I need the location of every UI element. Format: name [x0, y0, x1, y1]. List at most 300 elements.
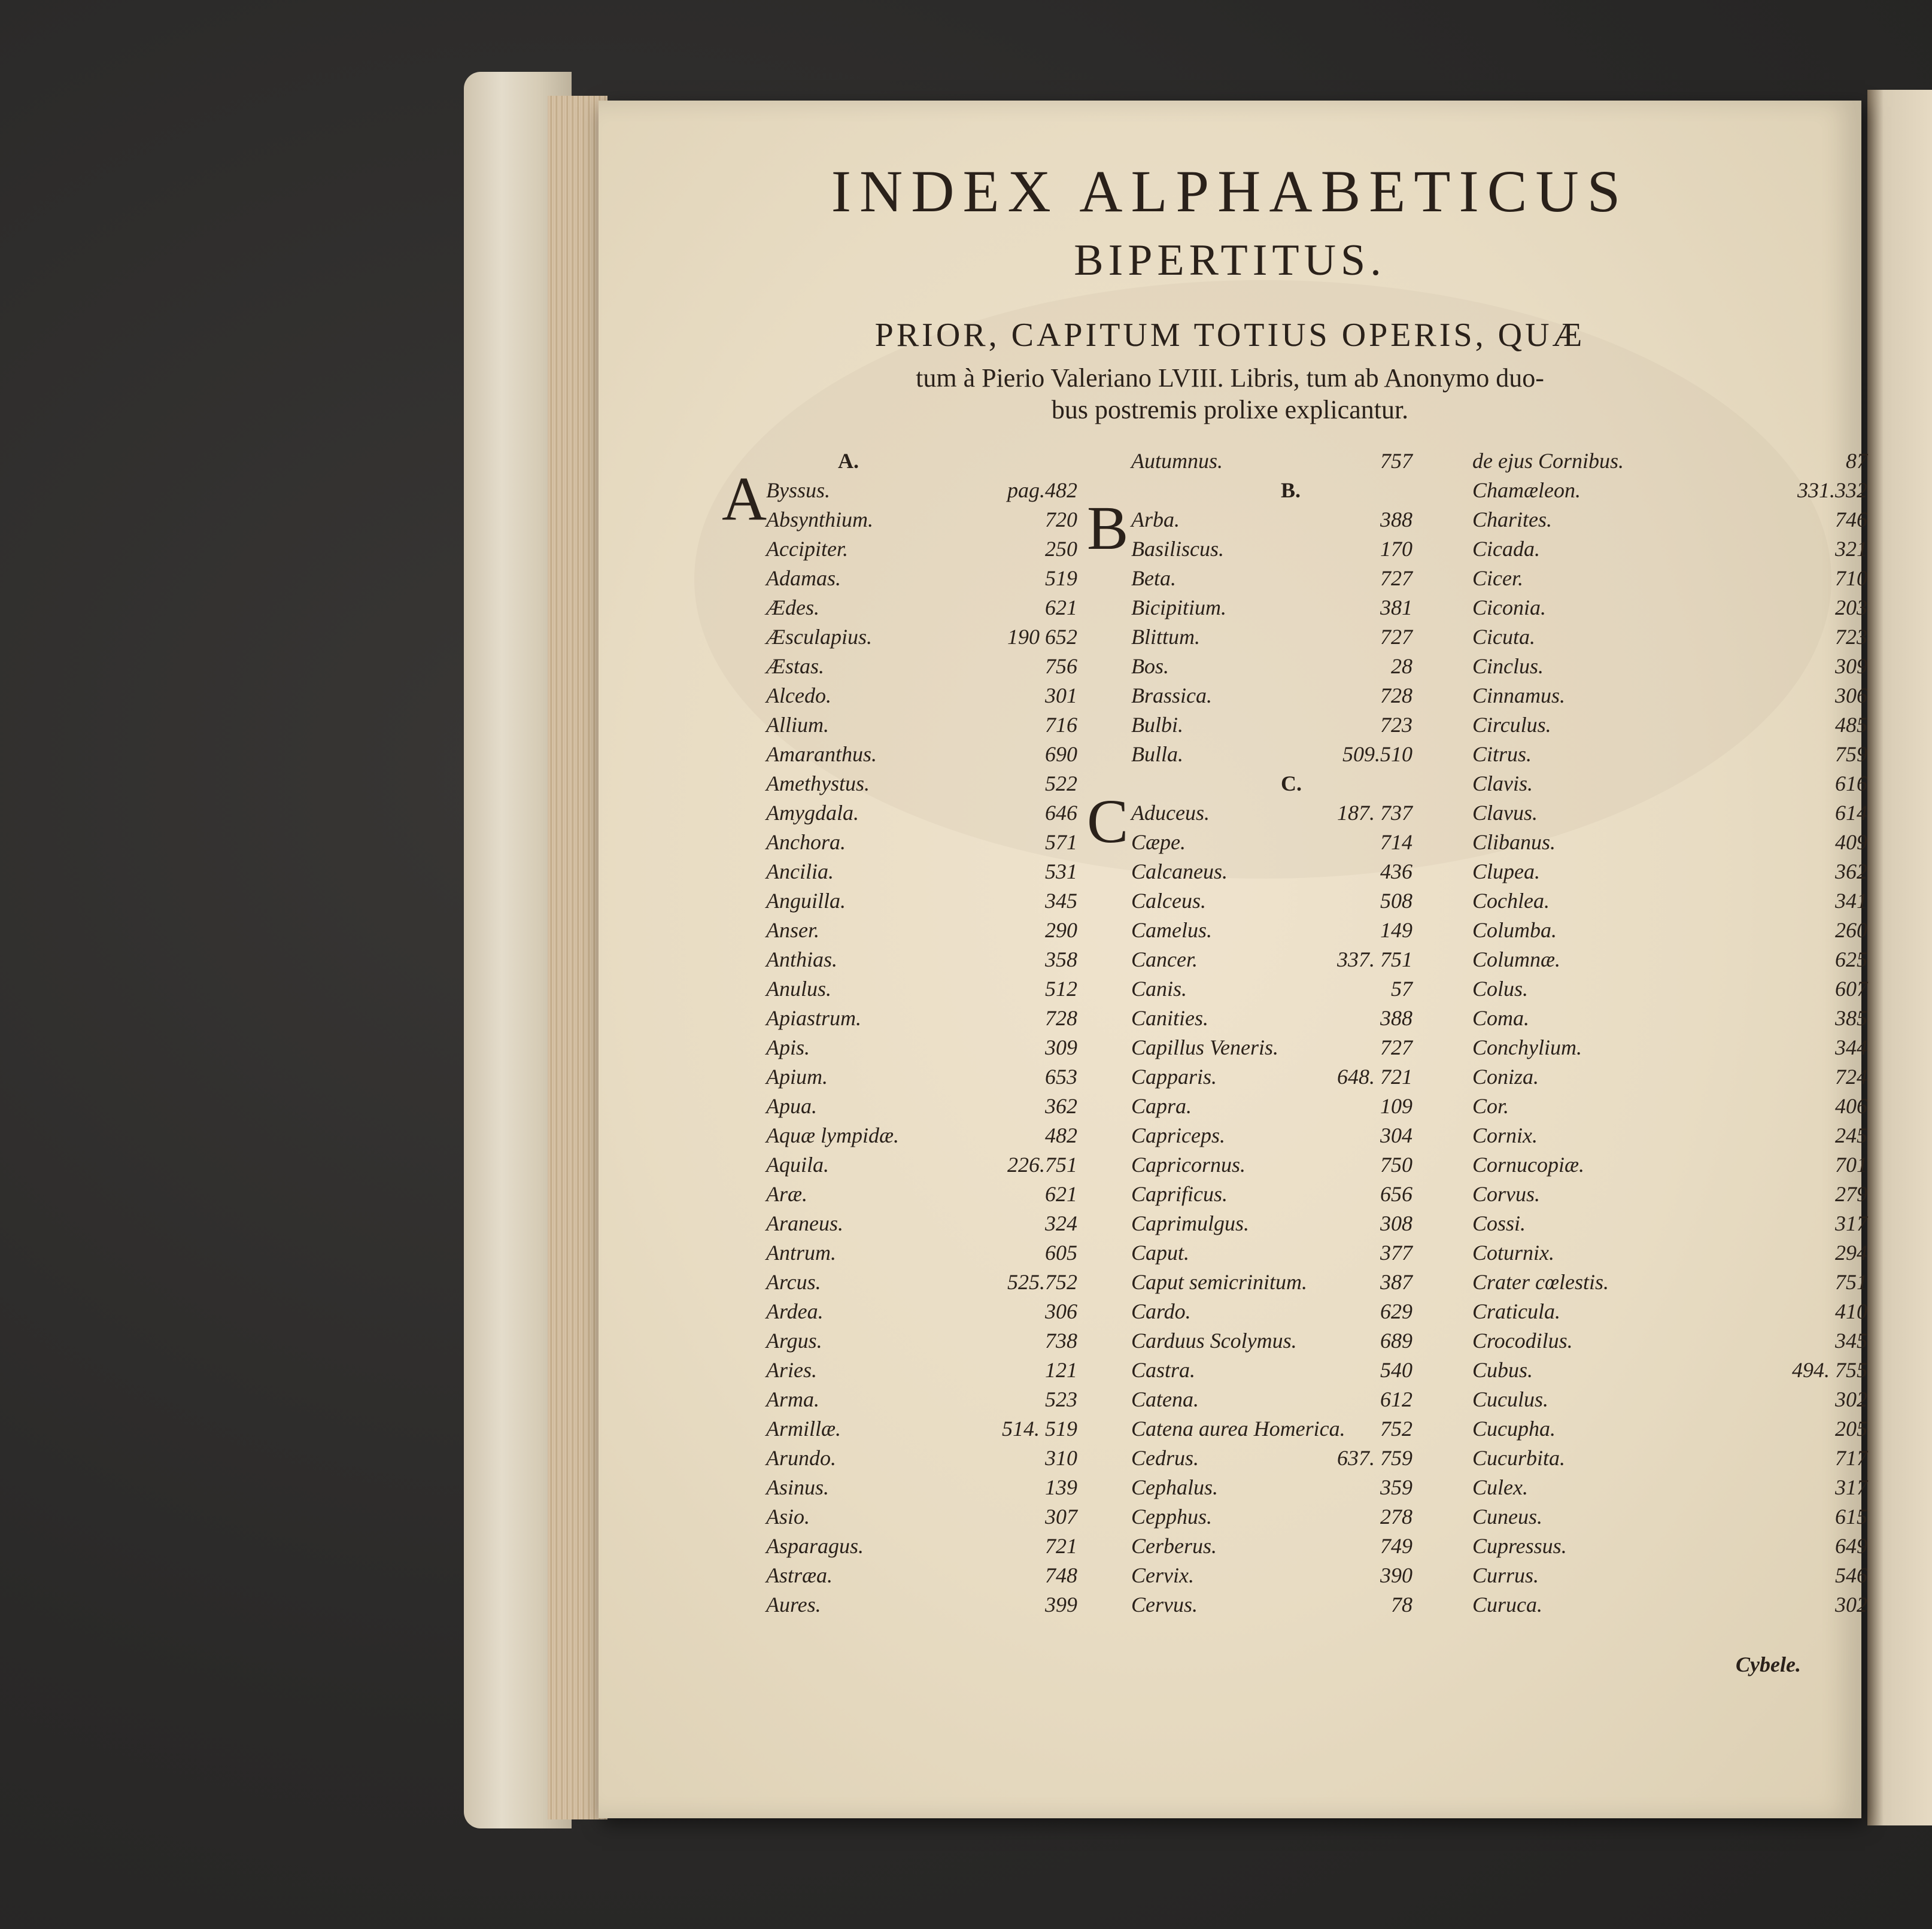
entry-page: 388 [1380, 508, 1412, 531]
index-entry [1083, 1561, 1418, 1590]
description-line: tum à Pierio Valeriano LVIII. Libris, tum ab Anonymo duo- [916, 363, 1544, 393]
entry-term: Clavis. [1472, 771, 1533, 795]
index-title: INDEX ALPHABETICUS [831, 158, 1629, 224]
index-entry [1083, 1033, 1418, 1062]
entry-page: 345 [1045, 889, 1077, 913]
index-entry [1083, 622, 1418, 652]
entry-term: Citrus. [1472, 742, 1532, 766]
entry-page: 756 [1045, 654, 1077, 678]
entry-page: 750 [1380, 1153, 1412, 1177]
index-entry [1424, 1180, 1867, 1209]
entry-page: 250 [1045, 537, 1077, 561]
entry-page: 721 [1045, 1534, 1077, 1558]
entry-page: 605 [1045, 1241, 1077, 1265]
entry-term: Antrum. [766, 1241, 836, 1265]
entry-page: 302 [1835, 1593, 1867, 1617]
entry-term: Cubus. [1472, 1358, 1533, 1382]
entry-term: Apua. [766, 1094, 817, 1118]
entry-page: 410 [1835, 1299, 1867, 1323]
entry-page: 531 [1045, 859, 1077, 883]
entry-term: Aquila. [766, 1153, 829, 1177]
initial-capital: A [722, 464, 767, 533]
entry-page: 57 [1391, 977, 1412, 1001]
entry-term: Cochlea. [1472, 889, 1550, 913]
entry-term: Calcaneus. [1131, 859, 1228, 883]
index-entry [1083, 681, 1418, 710]
entry-page: 399 [1045, 1593, 1077, 1617]
index-entry [1083, 1414, 1418, 1444]
index-entry [1083, 1297, 1418, 1326]
entry-term: Coturnix. [1472, 1241, 1555, 1265]
entry-term: Cornix. [1472, 1123, 1538, 1147]
entry-page: 362 [1045, 1094, 1077, 1118]
entry-term: Cinclus. [1472, 654, 1544, 678]
entry-page: 121 [1045, 1358, 1077, 1382]
entry-term: Cicuta. [1472, 625, 1535, 649]
index-entry [1424, 1062, 1867, 1092]
index-entry [760, 652, 1095, 681]
entry-page: 317 [1835, 1211, 1867, 1235]
entry-term: Bicipitium. [1131, 596, 1226, 619]
entry-page: 310 [1045, 1446, 1077, 1470]
entry-page: 344 [1835, 1035, 1867, 1059]
index-entry [1083, 886, 1418, 916]
entry-page: 710 [1835, 566, 1867, 590]
entry-page: 607 [1835, 977, 1867, 1001]
index-entry [760, 1121, 1095, 1150]
entry-term: Capricornus. [1131, 1153, 1246, 1177]
entry-page: 149 [1380, 918, 1412, 942]
entry-term: Capriceps. [1131, 1123, 1225, 1147]
index-entry [760, 505, 1095, 534]
entry-page: 78 [1391, 1593, 1412, 1617]
entry-term: Camelus. [1131, 918, 1212, 942]
entry-page: 637. 759 [1337, 1446, 1412, 1470]
entry-term: Cervix. [1131, 1563, 1194, 1587]
index-entry [760, 622, 1095, 652]
entry-term: Asparagus. [766, 1534, 864, 1558]
entry-page: 716 [1045, 713, 1077, 737]
letter-heading [1083, 769, 1418, 798]
entry-term: Arundo. [766, 1446, 836, 1470]
entry-term: Aures. [766, 1593, 821, 1617]
entry-term: Cancer. [1131, 947, 1198, 971]
index-column-1 [722, 446, 1095, 1620]
index-entry [760, 1561, 1095, 1590]
index-entry [760, 798, 1095, 828]
entry-term: Astræa. [766, 1563, 833, 1587]
entry-page: 646 [1045, 801, 1077, 825]
entry-term: Arcus. [766, 1270, 821, 1294]
index-subtitle: BIPERTITUS. [1074, 236, 1386, 285]
entry-page: 494. 755 [1792, 1358, 1867, 1382]
entry-term: Cucupha. [1472, 1417, 1556, 1441]
entry-term: Clupea. [1472, 859, 1540, 883]
entry-term: Armillæ. [766, 1417, 842, 1441]
entry-page: 746 [1835, 508, 1867, 531]
index-entry [1424, 1502, 1867, 1532]
entry-term: Caprimulgus. [1131, 1211, 1250, 1235]
entry-page: 508 [1380, 889, 1412, 913]
entry-term: Arma. [766, 1387, 819, 1411]
entry-page: 362 [1835, 859, 1867, 883]
index-entry [1083, 564, 1418, 593]
facing-page-edge [1867, 90, 1932, 1825]
entry-page: 170 [1380, 537, 1412, 561]
entry-term: Colus. [1472, 977, 1529, 1001]
entry-page: 757 [1380, 449, 1412, 473]
entry-page: 728 [1045, 1006, 1077, 1030]
entry-term: Bos. [1131, 654, 1169, 678]
entry-term: Catena. [1131, 1387, 1199, 1411]
index-entry [760, 710, 1095, 740]
entry-term: Coma. [1472, 1006, 1530, 1030]
entry-term: Charites. [1472, 508, 1553, 531]
index-entry [1424, 652, 1867, 681]
index-entry [1424, 593, 1867, 622]
entry-page: 748 [1045, 1563, 1077, 1587]
entry-term: Argus. [766, 1329, 822, 1353]
index-entry [760, 564, 1095, 593]
entry-term: Araneus. [766, 1211, 843, 1235]
index-entry [760, 1150, 1095, 1180]
index-entry [1083, 593, 1418, 622]
entry-page: 621 [1045, 1182, 1077, 1206]
entry-term: Cervus. [1131, 1593, 1198, 1617]
entry-term: Bulla. [1131, 742, 1183, 766]
index-entry [1424, 1238, 1867, 1268]
entry-term: Accipiter. [766, 537, 848, 561]
index-entry [760, 1209, 1095, 1238]
entry-term: Asinus. [766, 1475, 830, 1499]
entry-page: 540 [1380, 1358, 1412, 1382]
index-entry [1424, 1326, 1867, 1356]
entry-page: 727 [1380, 566, 1412, 590]
index-entry [1424, 505, 1867, 534]
entry-page: 714 [1380, 830, 1412, 854]
entry-term: Corvus. [1472, 1182, 1541, 1206]
index-entry [760, 1532, 1095, 1561]
entry-page: 387 [1380, 1270, 1412, 1294]
entry-term: Cerberus. [1131, 1534, 1217, 1558]
index-entry [760, 769, 1095, 798]
entry-term: Ciconia. [1472, 596, 1546, 619]
entry-page: 260 [1835, 918, 1867, 942]
entry-page: 304 [1380, 1123, 1412, 1147]
index-entry [1424, 681, 1867, 710]
initial-capital: B [1087, 494, 1129, 563]
index-entry [1424, 857, 1867, 886]
index-entry [1424, 828, 1867, 857]
index-entry [760, 1590, 1095, 1620]
entry-term: Clibanus. [1472, 830, 1556, 854]
entry-page: 690 [1045, 742, 1077, 766]
entry-term: Cor. [1472, 1094, 1509, 1118]
entry-term: Cedrus. [1131, 1446, 1199, 1470]
entry-term: Ædes. [766, 596, 819, 619]
entry-term: Culex. [1472, 1475, 1528, 1499]
index-entry [760, 945, 1095, 974]
entry-page: 337. 751 [1337, 947, 1412, 971]
entry-term: Caput semicrinitum. [1131, 1270, 1307, 1294]
entry-page: 302 [1835, 1387, 1867, 1411]
entry-term: Cuneus. [1472, 1505, 1542, 1529]
index-entry [1424, 1092, 1867, 1121]
index-entry [760, 1297, 1095, 1326]
entry-page: 309 [1835, 654, 1867, 678]
index-column-3 [1424, 446, 1867, 1620]
index-entry [760, 974, 1095, 1004]
entry-page: 377 [1380, 1241, 1412, 1265]
index-entry [1424, 886, 1867, 916]
entry-page: 203 [1835, 596, 1867, 619]
index-entry [1083, 1004, 1418, 1033]
entry-page: 381 [1380, 596, 1412, 619]
entry-term: Clavus. [1472, 801, 1538, 825]
index-entry [760, 1092, 1095, 1121]
entry-term: Currus. [1472, 1563, 1539, 1587]
index-entry [1424, 1414, 1867, 1444]
entry-page: 525.752 [1007, 1270, 1077, 1294]
index-entry [760, 1356, 1095, 1385]
entry-page: 509.510 [1342, 742, 1412, 766]
entry-page: 701 [1835, 1153, 1867, 1177]
entry-term: Bulbi. [1131, 713, 1183, 737]
entry-term: Cardo. [1131, 1299, 1191, 1323]
entry-term: Cicer. [1472, 566, 1523, 590]
entry-page: 139 [1045, 1475, 1077, 1499]
entry-page: 406 [1835, 1094, 1867, 1118]
entry-term: Aries. [766, 1358, 817, 1382]
entry-term: Caput. [1131, 1241, 1190, 1265]
entry-term: Crocodilus. [1472, 1329, 1573, 1353]
entry-term: Chamæleon. [1472, 478, 1581, 502]
index-entry [1083, 857, 1418, 886]
entry-term: Brassica. [1131, 683, 1212, 707]
index-entry [1083, 828, 1418, 857]
index-entry [760, 534, 1095, 564]
entry-term: Ancilia. [766, 859, 834, 883]
index-entry [1424, 945, 1867, 974]
letter-heading [1083, 476, 1418, 505]
entry-term: Absynthium. [766, 508, 873, 531]
index-entry [1424, 1532, 1867, 1561]
index-entry [760, 828, 1095, 857]
entry-term: Canis. [1131, 977, 1187, 1001]
entry-page: 388 [1380, 1006, 1412, 1030]
index-entry [1083, 1326, 1418, 1356]
index-entry [1083, 1121, 1418, 1150]
entry-term: Cepphus. [1131, 1505, 1212, 1529]
index-entry [760, 1444, 1095, 1473]
entry-page: 301 [1045, 683, 1077, 707]
entry-term: Cossi. [1472, 1211, 1526, 1235]
index-entry [1083, 1092, 1418, 1121]
index-entry [1083, 1444, 1418, 1473]
index-entry [1083, 534, 1418, 564]
entry-page: 87 [1846, 449, 1867, 473]
index-entry [1083, 652, 1418, 681]
entry-term: Beta. [1131, 566, 1176, 590]
entry-term: Blittum. [1131, 625, 1200, 649]
index-entry [760, 1062, 1095, 1092]
index-entry [1083, 1268, 1418, 1297]
entry-page: 306 [1045, 1299, 1077, 1323]
entry-term: Ardea. [766, 1299, 824, 1323]
entry-page: 724 [1835, 1065, 1867, 1089]
entry-term: Cicada. [1472, 537, 1540, 561]
index-entry [1424, 740, 1867, 769]
entry-term: Apis. [766, 1035, 810, 1059]
index-entry [1083, 1150, 1418, 1180]
entry-page: 245 [1835, 1123, 1867, 1147]
entry-term: Anser. [766, 918, 819, 942]
entry-page: 321 [1835, 537, 1867, 561]
entry-term: Circulus. [1472, 713, 1551, 737]
index-entry [1424, 1268, 1867, 1297]
entry-term: Conchylium. [1472, 1035, 1582, 1059]
entry-page: 717 [1835, 1446, 1867, 1470]
entry-page: 331.332 [1797, 478, 1867, 502]
entry-page: 727 [1380, 1035, 1412, 1059]
entry-term: Cornucopiæ. [1472, 1153, 1585, 1177]
entry-page: 279 [1835, 1182, 1867, 1206]
entry-term: Apium. [766, 1065, 828, 1089]
index-entry [760, 593, 1095, 622]
entry-term: Cæpe. [1131, 830, 1186, 854]
index-entry [1083, 710, 1418, 740]
description-line: bus postremis prolixe explicantur. [1051, 394, 1409, 424]
entry-term: Capillus Veneris. [1131, 1035, 1279, 1059]
entry-term: Cinnamus. [1472, 683, 1566, 707]
entry-term: Cucurbita. [1472, 1446, 1566, 1470]
entry-page: 738 [1045, 1329, 1077, 1353]
index-entry [1424, 1356, 1867, 1385]
catchword: Cybele. [1736, 1652, 1801, 1676]
index-entry [1083, 1238, 1418, 1268]
index-entry [1424, 974, 1867, 1004]
section-heading: PRIOR, CAPITUM TOTIUS OPERIS, QUÆ [874, 317, 1585, 354]
entry-term: Æstas. [766, 654, 825, 678]
entry-page: 749 [1380, 1534, 1412, 1558]
index-entry [1424, 769, 1867, 798]
index-entry [1424, 1297, 1867, 1326]
entry-term: Anguilla. [766, 889, 846, 913]
index-entry [760, 1473, 1095, 1502]
entry-page: 751 [1835, 1270, 1867, 1294]
entry-page: 482 [1045, 1123, 1077, 1147]
entry-page: 546 [1835, 1563, 1867, 1587]
index-entry [1083, 1356, 1418, 1385]
index-entry [1424, 1590, 1867, 1620]
entry-term: Catena aurea Homerica. [1131, 1417, 1345, 1441]
index-entry [760, 857, 1095, 886]
entry-term: Æsculapius. [766, 625, 873, 649]
entry-term: Adamas. [766, 566, 841, 590]
entry-term: Aquæ lympidæ. [766, 1123, 899, 1147]
entry-page: 512 [1045, 977, 1077, 1001]
index-entry [1083, 1385, 1418, 1414]
entry-page: 759 [1835, 742, 1867, 766]
index-entry [1424, 564, 1867, 593]
entry-term: Anthias. [766, 947, 838, 971]
index-entry [1083, 1590, 1418, 1620]
entry-term: Canities. [1131, 1006, 1209, 1030]
index-entry [1083, 1180, 1418, 1209]
entry-term: Capra. [1131, 1094, 1192, 1118]
index-entry [760, 1502, 1095, 1532]
entry-page: 436 [1380, 859, 1412, 883]
entry-page: 723 [1835, 625, 1867, 649]
entry-page: 226.751 [1007, 1153, 1077, 1177]
entry-page: 278 [1380, 1505, 1412, 1529]
entry-page: 720 [1045, 508, 1077, 531]
index-entry [1424, 1150, 1867, 1180]
index-entry [1424, 622, 1867, 652]
entry-page: 523 [1045, 1387, 1077, 1411]
entry-page: 649 [1835, 1534, 1867, 1558]
entry-term: Aduceus. [1131, 801, 1210, 825]
index-entry [1083, 974, 1418, 1004]
entry-page: 612 [1380, 1387, 1412, 1411]
index-entry [760, 886, 1095, 916]
entry-term: Cuculus. [1472, 1387, 1549, 1411]
index-entry [1424, 446, 1867, 476]
entry-page: 306 [1835, 683, 1867, 707]
entry-page: 190 652 [1007, 625, 1077, 649]
entry-term: Cephalus. [1131, 1475, 1219, 1499]
entry-term: Columba. [1472, 918, 1557, 942]
entry-term: Autumnus. [1131, 449, 1223, 473]
entry-term: Craticula. [1472, 1299, 1561, 1323]
entry-page: 727 [1380, 625, 1412, 649]
index-entry [1083, 916, 1418, 945]
letter-heading-text: A. [838, 449, 859, 473]
index-entry [760, 1004, 1095, 1033]
entry-term: Amaranthus. [766, 742, 877, 766]
entry-page: 341 [1835, 889, 1867, 913]
entry-term: Basiliscus. [1131, 537, 1225, 561]
entry-term: Cupressus. [1472, 1534, 1567, 1558]
initial-capital: C [1087, 787, 1129, 856]
entry-term: Arba. [1131, 508, 1180, 531]
index-entry [1424, 1385, 1867, 1414]
section-description [599, 363, 1861, 426]
index-entry [760, 1326, 1095, 1356]
entry-page: 345 [1835, 1329, 1867, 1353]
entry-page: 359 [1380, 1475, 1412, 1499]
entry-page: 324 [1045, 1211, 1077, 1235]
index-entry [1424, 476, 1867, 505]
index-entry [760, 681, 1095, 710]
entry-page: 485 [1835, 713, 1867, 737]
index-entry [1083, 945, 1418, 974]
entry-page: 519 [1045, 566, 1077, 590]
entry-term: Apiastrum. [766, 1006, 862, 1030]
entry-page: 109 [1380, 1094, 1412, 1118]
index-entry [1083, 1473, 1418, 1502]
entry-term: Crater cœlestis. [1472, 1270, 1609, 1294]
entry-page: 290 [1045, 918, 1077, 942]
entry-page: 656 [1380, 1182, 1412, 1206]
entry-page: 28 [1391, 654, 1412, 678]
index-entry [1424, 1444, 1867, 1473]
entry-page: 307 [1045, 1505, 1077, 1529]
entry-page: 294 [1835, 1241, 1867, 1265]
index-entry [1083, 1209, 1418, 1238]
entry-page: 522 [1045, 771, 1077, 795]
entry-term: Coniza. [1472, 1065, 1539, 1089]
